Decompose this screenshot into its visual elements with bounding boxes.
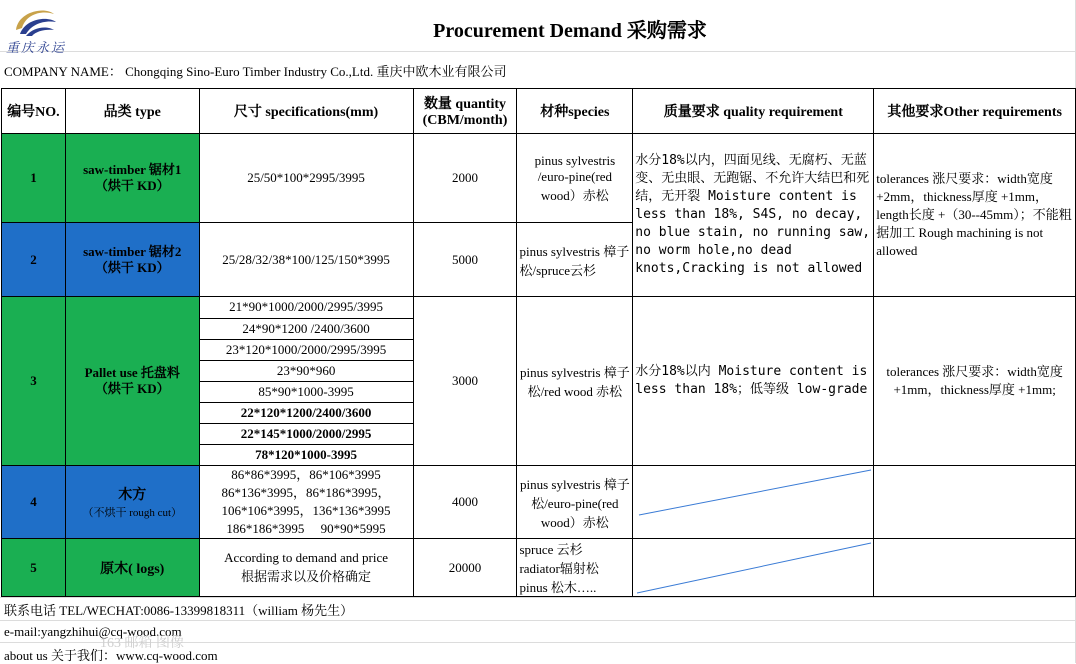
row-spec: [199, 539, 413, 597]
spec-item: 85*90*1000-3995: [200, 381, 413, 402]
spec-item: 23*120*1000/2000/2995/3995: [200, 339, 413, 360]
spec-item: 24*90*1200 /2400/3600: [200, 318, 413, 339]
spec-item: 22*145*1000/2000/2995: [200, 423, 413, 444]
watermark: 163 邮箱 图像: [100, 636, 184, 651]
spec-item: 186*186*3995 90*90*5995: [226, 521, 386, 536]
diagonal-line: [633, 540, 873, 596]
spec-item: 86*86*3995，86*106*3995: [231, 467, 381, 482]
row-number: 5: [2, 539, 66, 597]
sheet-gridline: [0, 51, 1076, 52]
empty-cell: [874, 466, 1076, 539]
row-quantity: 4000: [413, 466, 517, 539]
row-type: [65, 223, 199, 297]
table-header-row: [2, 89, 1076, 134]
contact-email[interactable]: e-mail:yangzhihui@cq-wood.com: [4, 624, 182, 639]
table-row: [2, 134, 1076, 223]
spec-item: 21*90*1000/2000/2995/3995: [200, 297, 413, 318]
row-spec: 25/50*100*2995/3995: [199, 134, 413, 223]
row-type: [65, 297, 199, 466]
row-quantity: 20000: [413, 539, 517, 597]
page-title: Procurement Demand 采购需求: [433, 20, 707, 42]
table-row: [2, 539, 1076, 597]
row-spec: [199, 466, 413, 539]
other-requirement: tolerances 涨尺要求：width宽度+1mm，thickness厚度 +1mm;: [874, 297, 1076, 466]
row-number: 1: [2, 134, 66, 223]
row-type-line1: 木方: [118, 488, 147, 503]
row-number: 2: [2, 223, 66, 297]
row-type-line1: saw-timber 锯材2: [83, 243, 182, 259]
species-item: pinus 松木…..: [519, 580, 597, 595]
header-spec: 尺寸 specifications(mm): [199, 89, 413, 134]
sheet-gridline: [0, 620, 1076, 621]
empty-cell-diagonal: [633, 539, 874, 597]
row-spec-list: [199, 297, 413, 466]
quality-requirement: 水分18%以内 Moisture content is less than 18%；低等级 low-grade: [633, 297, 874, 466]
row-species: pinus sylvestris /euro-pine(red wood）赤松: [517, 134, 633, 223]
logo-text: 重庆永运: [6, 40, 67, 55]
spec-line1: According to demand and price: [224, 550, 388, 565]
empty-cell: [874, 539, 1076, 597]
row-quantity: 5000: [413, 223, 517, 297]
contact-phone: 联系电话 TEL/WECHAT:0086-13399818311（william 杨先生）: [4, 603, 354, 618]
diagonal-line: [633, 467, 873, 538]
other-requirement: tolerances 涨尺要求：width宽度+2mm，thickness厚度 +1mm，length长度 +（30--45mm）；不能粗据加工 Rough machining is not allowed: [874, 134, 1076, 297]
species-item: radiator辐射松: [519, 561, 599, 576]
row-type: 原木( logs): [65, 539, 199, 597]
spec-item: 86*136*3995，86*186*3995，: [221, 485, 391, 500]
procurement-table: [1, 88, 1076, 597]
row-type-line1: Pallet use 托盘料: [84, 365, 180, 380]
header-species: 材种species: [517, 89, 633, 134]
logo-swirl-icon: [4, 4, 64, 38]
row-quantity: 3000: [413, 297, 517, 466]
row-type-line2: （烘干 KD）: [94, 259, 170, 275]
row-species: pinus sylvestris 樟子松/euro-pine(red wood）赤松: [517, 466, 633, 539]
spec-item: 106*106*3995，136*136*3995: [221, 503, 391, 518]
spec-list: [200, 297, 413, 465]
row-type: [65, 134, 199, 223]
row-quantity: 2000: [413, 134, 517, 223]
table-row: [2, 297, 1076, 466]
company-logo: [4, 4, 76, 55]
header-no: 编号NO.: [2, 89, 66, 134]
header-quantity: [413, 89, 517, 134]
header-quantity-line1: 数量 quantity: [423, 97, 507, 112]
about-us-website[interactable]: about us 关于我们：www.cq-wood.com: [4, 648, 218, 663]
company-name: COMPANY NAME： Chongqing Sino-Euro Timber Industry Co.,Ltd. 重庆中欧木业有限公司: [4, 64, 507, 79]
row-type-line1: saw-timber 锯材1: [83, 162, 182, 177]
sheet-gridline: [0, 597, 1076, 598]
header-type: 品类 type: [65, 89, 199, 134]
spec-line2: 根据需求以及价格确定: [241, 569, 372, 584]
row-type: [65, 466, 199, 539]
row-species: pinus sylvestris 樟子松/spruce云杉: [517, 223, 633, 297]
header-other: 其他要求Other requirements: [874, 89, 1076, 134]
spec-item: 22*120*1200/2400/3600: [200, 402, 413, 423]
header-quantity-line2: (CBM/month): [422, 113, 508, 128]
row-type-line2: （烘干 KD）: [94, 178, 170, 193]
spec-item: 78*120*1000-3995: [255, 446, 357, 462]
spec-item: 23*90*960: [200, 360, 413, 381]
row-species: [517, 539, 633, 597]
table-row: [2, 466, 1076, 539]
row-species: pinus sylvestris 樟子松/red wood 赤松: [517, 297, 633, 466]
header-quality: 质量要求 quality requirement: [633, 89, 874, 134]
row-type-line2: （不烘干 rough cut）: [82, 507, 183, 519]
row-spec: 25/28/32/38*100/125/150*3995: [199, 223, 413, 297]
quality-requirement: 水分18%以内，四面见线、无腐朽、无蓝变、无虫眼、无跑锯、不允许大结巴和死结，无开裂 Moisture content is less than 18%, S4S, no decay, no blue stain, no running saw, no worm hole,no dead knots,Cracking is not allowed: [633, 134, 874, 297]
empty-cell-diagonal: [633, 466, 874, 539]
row-number: 3: [2, 297, 66, 466]
row-number: 4: [2, 466, 66, 539]
species-item: spruce 云杉: [519, 542, 583, 557]
row-type-line2: （烘干 KD）: [94, 381, 170, 396]
